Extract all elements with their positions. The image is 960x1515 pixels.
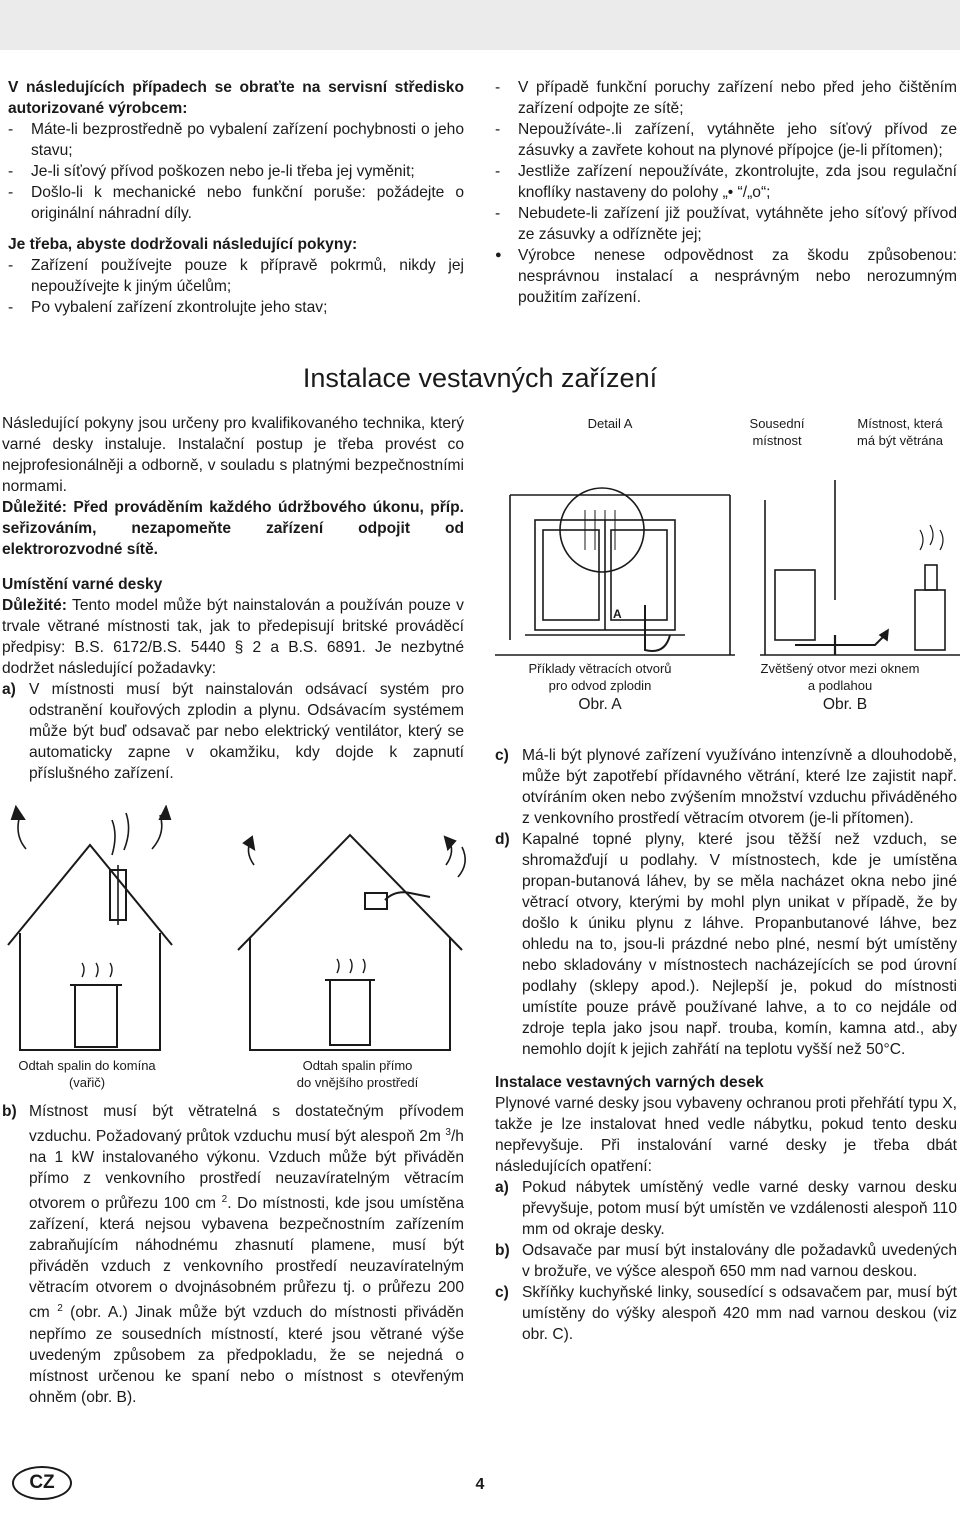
- requirement-b: b) Místnost musí být větratelná s dostatečným přívodem vzduchu. Požadovaný průtok vzduchu musí být alespoň 2m $^3$/h na 1 kW instalovaného výkonu. Vzduch může být přiváděn přímo z venkovního prostředí neuzavíratelným větracím otvorem o průřezu 100 cm $^2$. Do místnosti, kde jsou umístěna zařízení, která nejsou vybavena bezpečnostním zařízením zabraňujícím náhodnému zhasnutí plamene, musí být přiváděn vzduch z venkovního prostředí neuzavíratelným větracím otvorem o dvojnásobném průřezu tj. o průřezu 200 cm $^2$ (obr. A.) Jinak může být vzduch do místnosti přiváděn nepřímo ze sousedních místností, které jsou větrané výše uvedeným způsobem za předpokladu, že se nejedná o místnost určenou ke spaní nebo o místnost s otevřeným ohněm (obr. B).: [2, 1103, 464, 1406]
- rules-heading: Je třeba, abyste dodržovali následující pokyny:: [8, 236, 358, 253]
- fig-left-caption: Odtah spalin do komína (vařič): [18, 1058, 156, 1090]
- safety-notes: [495, 77, 957, 308]
- house-roof-left: [8, 845, 172, 945]
- fig-b-title: Obr. B: [822, 696, 868, 713]
- safety-item: - Nebudete-li zařízení již používat, vytáhněte jeho síťový přívod ze zásuvky a odřízněte jej;: [495, 205, 957, 243]
- service-item: - Máte-li bezprostředně po vybalení zařízení pochybnosti o jeho stavu;: [8, 121, 464, 159]
- top-banner: [0, 0, 960, 50]
- service-item: - Je-li síťový přívod poškozen nebo je-li třeba jej vyměnit;: [8, 163, 415, 180]
- rule-item: - Po vybalení zařízení zkontrolujte jeho stav;: [8, 299, 328, 316]
- fig-b-caption: Zvětšený otvor mezi oknem a podlahou: [760, 661, 920, 693]
- important-note: Důležité: Před prováděním každého údržbového úkonu, příp. seřizováním, nezapomeňte zařízení odpojit od elektrorozvodné sítě.: [2, 499, 464, 558]
- fig-b-label-ventilated: Místnost, která má být větrána: [857, 416, 943, 448]
- builtin-item: c) Skříňky kuchyňské linky, sousedící s odsavačem par, musí být umístěny do výšky alespoň 420 mm nad varnou deskou (viz obr. C).: [495, 1284, 957, 1343]
- requirements-c-d: [495, 745, 957, 1345]
- fig-a-title: Obr. A: [578, 696, 622, 713]
- requirement-d: d) Kapalné topné plyny, které jsou těžší než vzduch, se shromažďují u podlahy. V místnostech, kde je umístěna propan-butanová láhev, by se měla nacházet okna nebo jiné větrací otvory, kterými by mohl plyn unikat v případě, že by došlo k úniku plynu z láhve. Propanbutanové láhve, bez ohledu na to, jsou-li prázdné nebo plné, nesmí být umístěny nebo skladovány v místnostech nacházejících se pod úrovní podlahy (sklepy apod.). Nejlepší je, pokud do místnosti umístíte pouze právě používané lahve, a to co nejdále od zdroje tepla jako jsou např. trouba, komín, kamna atd., aby nemohlo dojít k jejich zahřátí na teplotu vyšší než 50°C.: [495, 831, 957, 1058]
- placement-text: Důležité: Tento model může být nainstalován a používán pouze v trvale větrané místnosti tak, jak to předepisují britské prováděcí předpisy: B.S. 6172/B.S. 5440 § 2 a B.S. 6891. Je nezbytné dodržet následující požadavky:: [2, 597, 464, 677]
- builtin-heading: Instalace vestavných varných desek: [495, 1074, 764, 1091]
- service-notice: [8, 77, 464, 318]
- safety-item: - Nepoužíváte-.li zařízení, vytáhněte jeho síťový přívod ze zásuvky a zavřete kohout na plynové přípojce (je-li přítomen);: [495, 121, 957, 159]
- fig-a-letter: A: [613, 607, 622, 621]
- install-intro: Následující pokyny jsou určeny pro kvalifikovaného technika, který varné desky instaluje. Instalační postup je třeba provést co nejprofesionálněji a odborně, v souladu s platnými bezpečnostními normami.: [2, 415, 464, 495]
- liability-bullet: ● Výrobce nenese odpovědnost za škodu způsobenou: nesprávnou instalací a nesprávným nebo nerozumným použitím zařízení.: [495, 247, 957, 306]
- placement-heading: Umístění varné desky: [2, 576, 163, 593]
- safety-item: - V případě funkční poruchy zařízení nebo před jeho čištěním zařízení odpojte ze sítě;: [495, 79, 957, 117]
- section-title: Instalace vestavných zařízení: [302, 363, 658, 393]
- fig-right-caption: Odtah spalin přímo do vnějšího prostředí: [296, 1058, 419, 1090]
- house-figures: [0, 805, 480, 1055]
- fig-a-caption: Příklady větracích otvorů pro odvod zplodin: [528, 661, 672, 693]
- requirement-c: c) Má-li být plynové zařízení využíváno intenzívně a dlouhodobě, může být zapotřebí přídavného větrání, které lze zajistit např. otvíráním oken nebo zvýšením množství vzduchu přiváděného z venkovního prostředí větracím otvorem (je-li přítomen).: [495, 747, 957, 827]
- builtin-item: b) Odsavače par musí být instalovány dle požadavků uvedených v brožuře, ve výšce alespoň 650 mm nad varnou deskou.: [495, 1242, 957, 1280]
- country-badge: CZ: [12, 1466, 72, 1500]
- page-number: 4: [475, 1476, 485, 1493]
- service-item: - Došlo-li k mechanické nebo funkční poruše: požádejte o originální náhradní díly.: [8, 184, 464, 222]
- builtin-item: a) Pokud nábytek umístěný vedle varné desky varnou desku převyšuje, potom musí být umístěn ve vzdálenosti alespoň 110 mm od okraje desky.: [495, 1179, 957, 1238]
- service-intro: V následujících případech se obraťte na servisní středisko autorizované výrobcem:: [8, 79, 464, 117]
- requirement-a: a) V místnosti musí být nainstalován odsávací systém pro odstranění kouřových zplodin a plynu. Odsávacím systémem může být buď odsavač par nebo elektrický ventilátor, který se automaticky zapne v okamžiku, kdy dojde k zapnutí příslušného zařízení.: [2, 681, 464, 782]
- install-instructions: [2, 413, 464, 784]
- fig-a-detail-label: Detail A: [587, 416, 633, 431]
- safety-item: - Jestliže zařízení nepoužíváte, zkontrolujte, zda jsou regulační knoflíky nastaveny do polohy „• “/„o“;: [495, 163, 957, 201]
- rule-item: - Zařízení používejte pouze k přípravě pokrmů, nikdy jej nepoužívejte k jiným účelům;: [8, 257, 464, 295]
- builtin-intro: Plynové varné desky jsou vybaveny ochranou proti přehřátí typu X, takže je lze instalovat hned vedle nábytku, pokud tento desku nepřevyšuje. Při instalování varné desky je třeba dbát následujících opatření:: [495, 1095, 958, 1175]
- fig-b-label-adjacent: Sousední místnost: [749, 416, 805, 448]
- ventilation-figures: [495, 440, 960, 665]
